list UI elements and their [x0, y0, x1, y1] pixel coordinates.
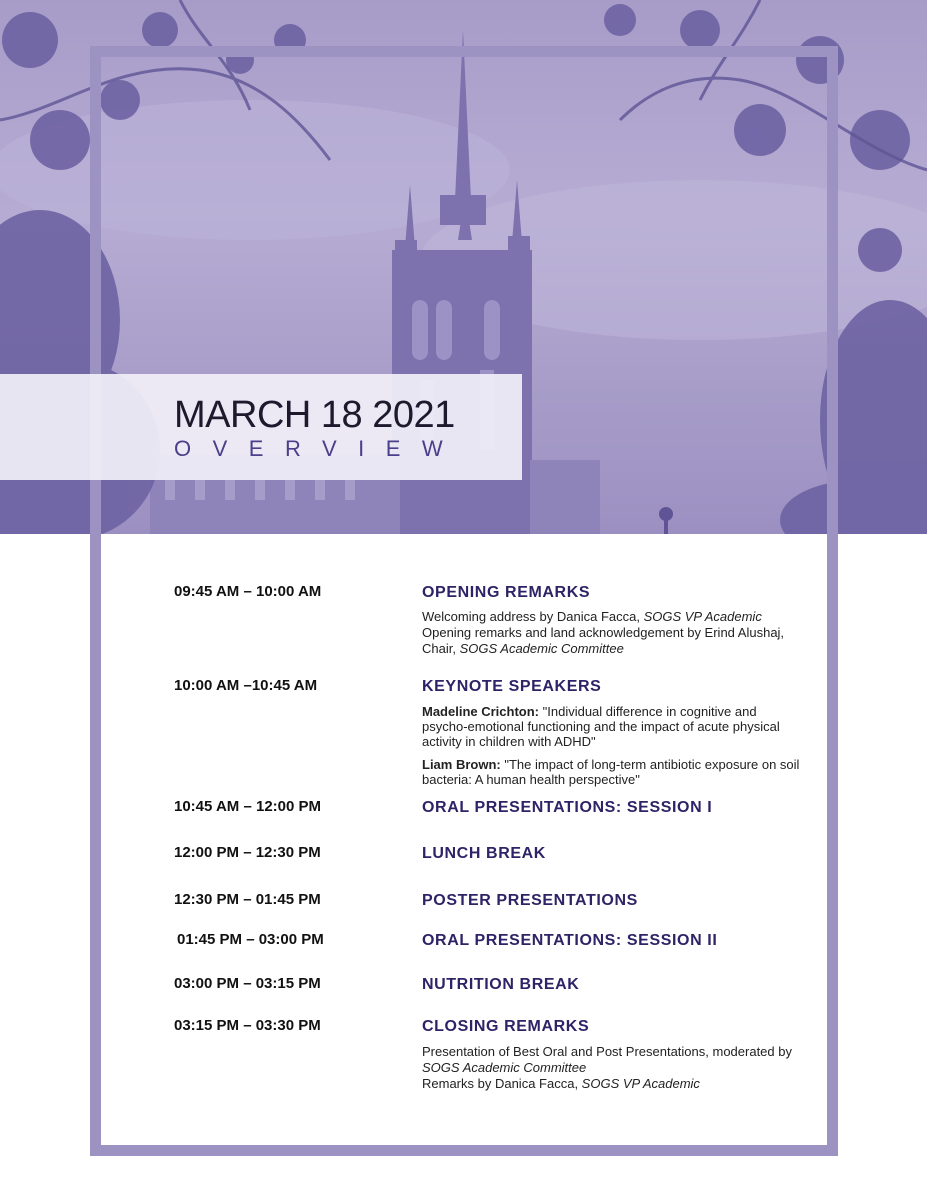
speaker-entry — [422, 757, 802, 787]
speaker-name: Madeline Crichton: — [422, 704, 540, 719]
session-time: 03:15 PM – 03:30 PM — [174, 1017, 321, 1034]
session-title: POSTER PRESENTATIONS — [422, 892, 638, 909]
talk-title: "Individual difference in cognitive and psycho-emotional functioning and the impact of acute physical activity in children with ADHD" — [422, 704, 780, 749]
session-time: 10:00 AM –10:45 AM — [174, 677, 318, 694]
overview-label: OVERVIEW — [174, 436, 465, 461]
session-time: 12:00 PM – 12:30 PM — [174, 844, 321, 861]
session-time: 09:45 AM – 10:00 AM — [174, 583, 322, 600]
session-title: OPENING REMARKS — [422, 584, 591, 601]
speaker-name: Liam Brown: — [422, 757, 501, 772]
session-title: KEYNOTE SPEAKERS — [422, 678, 602, 695]
session-time: 10:45 AM – 12:00 PM — [174, 798, 322, 815]
session-title: CLOSING REMARKS — [422, 1018, 590, 1035]
event-date: MARCH 18 2021 — [174, 394, 455, 436]
session-title: LUNCH BREAK — [422, 845, 546, 862]
speaker-entry — [422, 704, 802, 749]
keynote-speakers — [422, 704, 802, 787]
session-title: NUTRITION BREAK — [422, 976, 580, 993]
session-title: ORAL PRESENTATIONS: SESSION I — [422, 799, 713, 816]
detail-line: Remarks by Danica Facca, SOGS VP Academic — [422, 1076, 700, 1091]
talk-title: "The impact of long-term antibiotic exposure on soil bacteria: A human health perspective" — [422, 757, 800, 787]
detail-line: Opening remarks and land acknowledgement by Erind Alushaj, Chair, SOGS Academic Committee — [422, 625, 785, 656]
session-time: 12:30 PM – 01:45 PM — [174, 891, 321, 908]
session-time: 01:45 PM – 03:00 PM — [177, 931, 324, 948]
session-details — [422, 1044, 802, 1092]
detail-line: Presentation of Best Oral and Post Presentations, moderated by SOGS Academic Committee — [422, 1044, 792, 1075]
session-title: ORAL PRESENTATIONS: SESSION II — [422, 932, 718, 949]
session-time: 03:00 PM – 03:15 PM — [174, 975, 321, 992]
session-details — [422, 609, 802, 657]
detail-line: Welcoming address by Danica Facca, SOGS VP Academic — [422, 609, 762, 624]
